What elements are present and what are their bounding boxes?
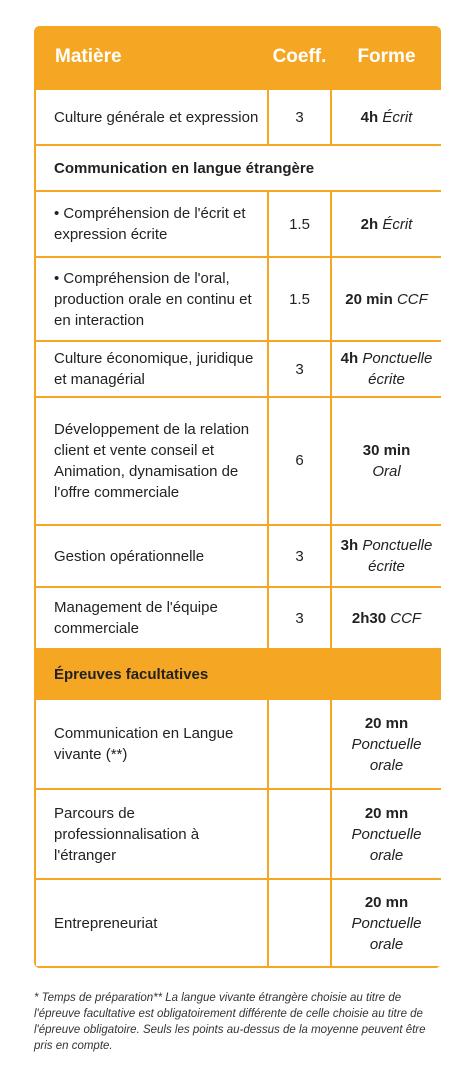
table-row bbox=[35, 587, 441, 649]
form-cell bbox=[331, 879, 441, 967]
table-header bbox=[35, 26, 441, 89]
table-row bbox=[35, 879, 441, 967]
form-cell bbox=[331, 341, 441, 397]
section-row-communication bbox=[35, 145, 441, 191]
header-subject: Matière bbox=[35, 26, 268, 89]
table-row bbox=[35, 341, 441, 397]
form-cell bbox=[331, 699, 441, 789]
duration-text: 4h bbox=[360, 108, 379, 126]
footnote: * Temps de préparation** La langue vivante étrangère choisie au titre de l'épreuve facultative est obligatoirement différente de celle choisie au titre de l'épreuve obligatoire. Seuls les points au-dessus de la moyenne peuvent être pris en compte. bbox=[34, 992, 426, 1052]
exam-table bbox=[34, 26, 441, 968]
subject-cell: Culture économique, juridique et managérial bbox=[35, 341, 268, 397]
mode-text: Oral bbox=[372, 463, 401, 480]
duration-text: 20 min bbox=[345, 290, 393, 308]
duration-text: 2h bbox=[360, 215, 379, 233]
table-row bbox=[35, 397, 441, 525]
mode-text: Ponctuelle orale bbox=[351, 914, 422, 953]
form-cell bbox=[331, 789, 441, 879]
mode-text: Ponctuelle orale bbox=[351, 735, 422, 774]
table-row bbox=[35, 789, 441, 879]
coeff-cell: 3 bbox=[268, 587, 331, 649]
form-cell bbox=[331, 191, 441, 257]
coeff-cell: 3 bbox=[268, 341, 331, 397]
duration-text: 30 min bbox=[362, 442, 411, 459]
section-title: Communication en langue étrangère bbox=[35, 145, 441, 191]
mode-text: Ponctuelle écrite bbox=[362, 350, 433, 388]
form-cell bbox=[331, 525, 441, 587]
mode-text: Écrit bbox=[382, 215, 413, 233]
subject-cell: Culture générale et expression bbox=[35, 89, 268, 145]
mode-text: Écrit bbox=[382, 108, 413, 126]
table-row bbox=[35, 89, 441, 145]
section-title: Épreuves facultatives bbox=[35, 649, 441, 699]
exam-table-card bbox=[34, 26, 441, 968]
duration-text: 20 mn bbox=[364, 804, 409, 822]
subject-cell: • Compréhension de l'écrit et expression écrite bbox=[35, 191, 268, 257]
form-cell bbox=[331, 257, 441, 341]
mode-text: Ponctuelle orale bbox=[351, 825, 422, 864]
coeff-cell: 3 bbox=[268, 525, 331, 587]
mode-text: CCF bbox=[396, 290, 428, 308]
duration-text: 3h bbox=[340, 537, 359, 554]
table-row bbox=[35, 699, 441, 789]
subject-cell: Communication en Langue vivante (**) bbox=[35, 699, 268, 789]
coeff-cell: 1.5 bbox=[268, 191, 331, 257]
coeff-cell: 6 bbox=[268, 397, 331, 525]
coeff-cell: 1.5 bbox=[268, 257, 331, 341]
form-cell bbox=[331, 397, 441, 525]
coeff-cell bbox=[268, 879, 331, 967]
table-row bbox=[35, 257, 441, 341]
subject-cell: • Compréhension de l'oral, production orale en continu et en interaction bbox=[35, 257, 268, 341]
coeff-cell bbox=[268, 789, 331, 879]
subject-cell: Entrepreneuriat bbox=[35, 879, 268, 967]
form-cell bbox=[331, 89, 441, 145]
coeff-cell bbox=[268, 699, 331, 789]
header-coeff: Coeff. bbox=[268, 26, 331, 89]
duration-text: 2h30 bbox=[351, 609, 387, 627]
table-row bbox=[35, 191, 441, 257]
subject-cell: Gestion opérationnelle bbox=[35, 525, 268, 587]
duration-text: 20 mn bbox=[364, 893, 409, 911]
section-row-facultatives bbox=[35, 649, 441, 699]
subject-cell: Développement de la relation client et vente conseil et Animation, dynamisation de l'offre commerciale bbox=[35, 397, 268, 525]
coeff-cell: 3 bbox=[268, 89, 331, 145]
form-cell bbox=[331, 587, 441, 649]
duration-text: 4h bbox=[340, 350, 359, 367]
subject-cell: Management de l'équipe commerciale bbox=[35, 587, 268, 649]
header-form: Forme bbox=[331, 26, 441, 89]
mode-text: Ponctuelle écrite bbox=[362, 537, 433, 575]
mode-text: CCF bbox=[390, 609, 422, 627]
subject-cell: Parcours de professionnalisation à l'étranger bbox=[35, 789, 268, 879]
table-row bbox=[35, 525, 441, 587]
duration-text: 20 mn bbox=[364, 714, 409, 732]
